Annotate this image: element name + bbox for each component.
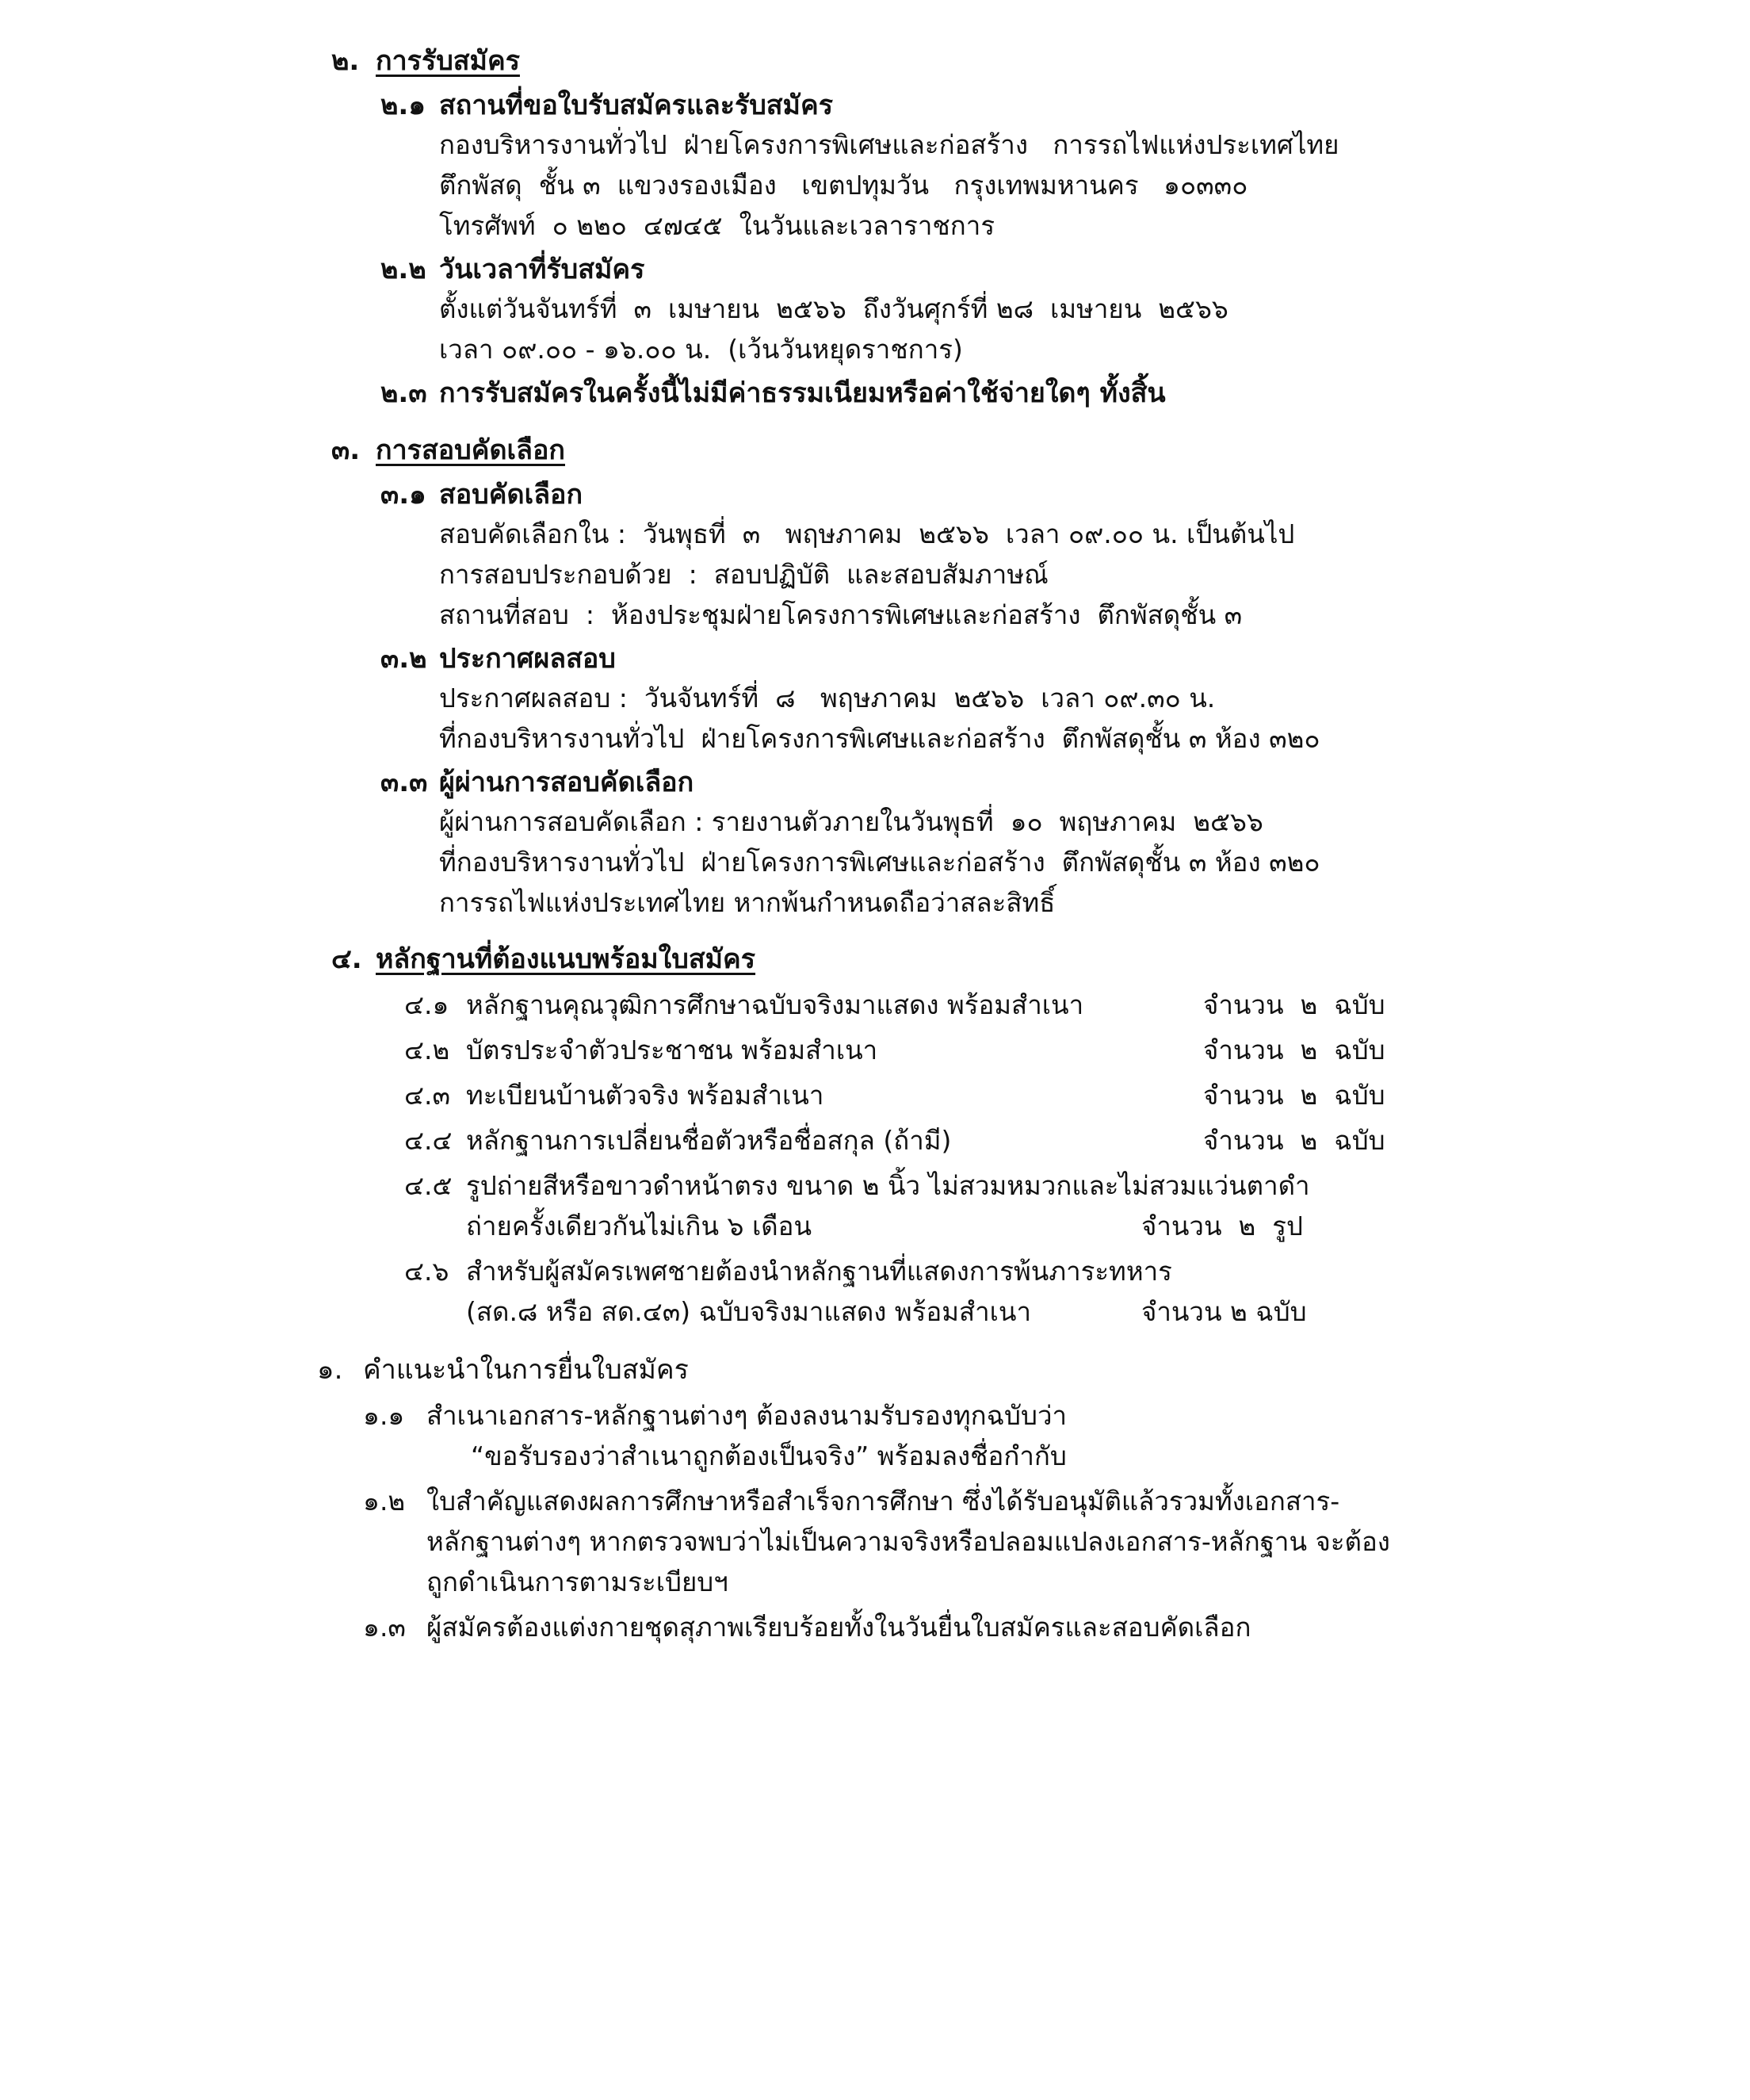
subsection-2-2 [380, 254, 1631, 365]
body-line: โทรศัพท์ ๐ ๒๒๐ ๔๗๔๕ ในวันและเวลาราชการ [439, 210, 995, 241]
evidence-count: จำนวน ๒ ฉบับ [1203, 1035, 1385, 1065]
evidence-count: จำนวน ๒ ฉบับ [1203, 1125, 1385, 1156]
section-heading [331, 434, 1631, 466]
advice-line: สำเนาเอกสาร-หลักฐานต่างๆ ต้องลงนามรับรองทุกฉบับว่า [426, 1400, 1068, 1431]
body-line: สถานที่สอบ : ห้องประชุมฝ่ายโครงการพิเศษและก่อสร้าง ตึกพัสดุชั้น ๓ [439, 599, 1243, 630]
subsection-title: สอบคัดเลือก [439, 479, 583, 511]
evidence-count: จำนวน ๒ ฉบับ [1141, 1296, 1307, 1327]
subsection-heading [380, 643, 1631, 675]
subsection-2-1 [380, 92, 1631, 239]
body-line: ตึกพัสดุ ชั้น ๓ แขวงรองเมือง เขตปทุมวัน กรุงเทพมหานคร ๑๐๓๓๐ [439, 170, 1248, 201]
subsection-body [439, 685, 1631, 752]
subsection-title: วันเวลาที่รับสมัคร [439, 254, 645, 285]
subsection-heading [380, 377, 1631, 409]
section-title: การรับสมัคร [376, 45, 520, 77]
evidence-text: สำหรับผู้สมัครเพศชายต้องนำหลักฐานที่แสดงการพ้นภาระทหาร [466, 1256, 1172, 1287]
subsection-title: สถานที่ขอใบรับสมัครและรับสมัคร [439, 90, 833, 121]
subsection-number: ๒.๒ [380, 254, 426, 285]
subsection-number: ๓.๑ [380, 479, 426, 511]
subsection-number: ๒.๓ [380, 377, 427, 409]
section-number: ๓. [331, 434, 361, 466]
subsection-title: ผู้ผ่านการสอบคัดเลือก [439, 767, 694, 798]
advice-item [363, 1488, 1631, 1595]
advice-item-number: ๑.๑ [363, 1400, 405, 1431]
subsection-3-3 [380, 769, 1631, 916]
document-body [119, 45, 1631, 1643]
advice-item [363, 1612, 1631, 1643]
section-number: ๒. [331, 45, 360, 77]
subsection-number: ๓.๒ [380, 643, 427, 675]
evidence-number: ๔.๔ [404, 1125, 453, 1156]
advice-item [363, 1402, 1631, 1469]
body-line: ประกาศผลสอบ : วันจันทร์ที่ ๘ พฤษภาคม ๒๕๖๖ เวลา ๐๙.๓๐ น. [439, 683, 1216, 713]
section-heading [331, 45, 1631, 77]
evidence-text: (สด.๘ หรือ สด.๔๓) ฉบับจริงมาแสดง พร้อมสำเนา [466, 1296, 1031, 1327]
subsection-2-3 [380, 377, 1631, 409]
advice-item-body [426, 1402, 1631, 1469]
subsection-title: ประกาศผลสอบ [439, 643, 616, 675]
evidence-item-continuation [466, 1296, 1631, 1327]
evidence-text: ทะเบียนบ้านตัวจริง พร้อมสำเนา [466, 1080, 824, 1111]
section-heading [331, 943, 1631, 975]
advice-line: ถูกดำเนินการตามระเบียบฯ [426, 1566, 728, 1597]
evidence-item [404, 989, 1631, 1020]
subsection-body [439, 129, 1631, 241]
evidence-item [404, 1125, 1631, 1156]
body-line: เวลา ๐๙.๐๐ - ๑๖.๐๐ น. (เว้นวันหยุดราชการ) [439, 334, 963, 365]
evidence-item-continuation [466, 1213, 1631, 1239]
advice-item-number: ๑.๒ [363, 1486, 406, 1517]
evidence-number: ๔.๒ [404, 1035, 450, 1065]
subsection-heading [380, 92, 1631, 119]
body-line: กองบริหารงานทั่วไป ฝ่ายโครงการพิเศษและก่อสร้าง การรถไฟแห่งประเทศไทย [439, 129, 1339, 160]
section-title: การสอบคัดเลือก [376, 434, 565, 466]
body-line: ผู้ผ่านการสอบคัดเลือก : รายงานตัวภายในวันพุธที่ ๑๐ พฤษภาคม ๒๕๖๖ [439, 806, 1263, 837]
evidence-count: จำนวน ๒ ฉบับ [1203, 1080, 1385, 1111]
subsection-number: ๒.๑ [380, 90, 426, 121]
evidence-text: บัตรประจำตัวประชาชน พร้อมสำเนา [466, 1035, 878, 1065]
subsection-number: ๓.๓ [380, 767, 428, 798]
advice-item-body [426, 1488, 1631, 1595]
section-examination [119, 434, 1631, 918]
evidence-number: ๔.๖ [404, 1256, 449, 1287]
advice-item-number: ๑.๓ [363, 1612, 406, 1643]
evidence-count: จำนวน ๒ ฉบับ [1203, 989, 1385, 1020]
subsection-body [439, 518, 1631, 630]
body-line: ที่กองบริหารงานทั่วไป ฝ่ายโครงการพิเศษและก่อสร้าง ตึกพัสดุชั้น ๓ ห้อง ๓๒๐ [439, 723, 1320, 754]
advice-line: “ขอรับรองว่าสำเนาถูกต้องเป็นจริง” พร้อมลงชื่อกำกับ [471, 1440, 1067, 1471]
advice-line: ใบสำคัญแสดงผลการศึกษาหรือสำเร็จการศึกษา ซึ่งได้รับอนุมัติแล้วรวมทั้งเอกสาร- [426, 1486, 1340, 1517]
evidence-number: ๔.๕ [404, 1170, 453, 1201]
section-number: ๔. [331, 943, 362, 975]
section-application [119, 45, 1631, 409]
subsection-3-2 [380, 645, 1631, 752]
section-evidence [119, 943, 1631, 1327]
subsection-title: การรับสมัครในครั้งนี้ไม่มีค่าธรรมเนียมหรือค่าใช้จ่ายใดๆ ทั้งสิ้น [439, 377, 1166, 409]
body-line: การสอบประกอบด้วย : สอบปฏิบัติ และสอบสัมภาษณ์ [439, 559, 1049, 590]
evidence-text: รูปถ่ายสีหรือขาวดำหน้าตรง ขนาด ๒ นิ้ว ไม่สวมหมวกและไม่สวมแว่นตาดำ [466, 1170, 1310, 1201]
evidence-text: ถ่ายครั้งเดียวกันไม่เกิน ๖ เดือน [466, 1211, 812, 1241]
subsection-body [439, 806, 1631, 918]
subsection-body [439, 293, 1631, 365]
body-line: สอบคัดเลือกใน : วันพุธที่ ๓ พฤษภาคม ๒๕๖๖ เวลา ๐๙.๐๐ น. เป็นต้นไป [439, 518, 1295, 549]
section-title: หลักฐานที่ต้องแนบพร้อมใบสมัคร [376, 943, 756, 975]
evidence-number: ๔.๓ [404, 1080, 451, 1111]
body-line: ตั้งแต่วันจันทร์ที่ ๓ เมษายน ๒๕๖๖ ถึงวันศุกร์ที่ ๒๘ เมษายน ๒๕๖๖ [439, 293, 1228, 324]
evidence-item [404, 1172, 1631, 1199]
evidence-number: ๔.๑ [404, 989, 449, 1020]
subsection-heading [380, 256, 1631, 283]
evidence-count: จำนวน ๒ รูป [1141, 1211, 1303, 1241]
evidence-text: หลักฐานคุณวุฒิการศึกษาฉบับจริงมาแสดง พร้อมสำเนา [466, 989, 1084, 1020]
evidence-item [404, 1037, 1631, 1063]
evidence-item [404, 1256, 1631, 1287]
body-line: การรถไฟแห่งประเทศไทย หากพ้นกำหนดถือว่าสละสิทธิ์ [439, 887, 1056, 918]
subsection-heading [380, 479, 1631, 511]
advice-line: หลักฐานต่างๆ หากตรวจพบว่าไม่เป็นความจริงหรือปลอมแปลงเอกสาร-หลักฐาน จะต้อง [426, 1526, 1390, 1557]
evidence-text: หลักฐานการเปลี่ยนชื่อตัวหรือชื่อสกุล (ถ้ามี) [466, 1125, 952, 1156]
subsection-heading [380, 769, 1631, 796]
subsection-3-1 [380, 481, 1631, 628]
advice-heading [317, 1354, 1631, 1386]
advice-section-title: คำแนะนำในการยื่นใบสมัคร [363, 1354, 689, 1386]
section-advice [119, 1354, 1631, 1643]
advice-line: ผู้สมัครต้องแต่งกายชุดสุภาพเรียบร้อยทั้งในวันยื่นใบสมัครและสอบคัดเลือก [426, 1612, 1251, 1643]
advice-section-number: ๑. [317, 1354, 343, 1386]
evidence-item [404, 1080, 1631, 1111]
advice-item-body [426, 1612, 1631, 1643]
body-line: ที่กองบริหารงานทั่วไป ฝ่ายโครงการพิเศษและก่อสร้าง ตึกพัสดุชั้น ๓ ห้อง ๓๒๐ [439, 847, 1320, 878]
